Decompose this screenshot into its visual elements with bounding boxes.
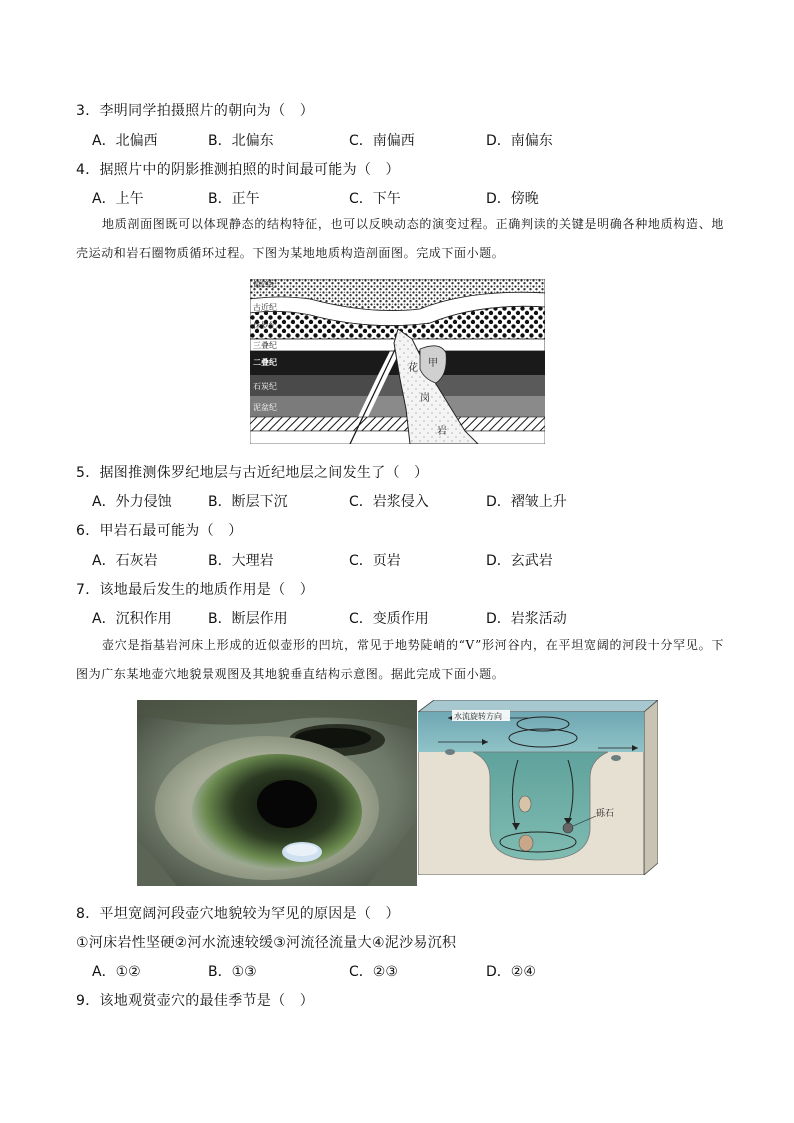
option-a: A．北偏西 xyxy=(92,133,158,149)
option-d: D．南偏东 xyxy=(486,133,553,149)
question-7-options xyxy=(92,608,692,628)
layer-label-jurassic: 侏罗纪 xyxy=(253,321,277,330)
gravel-label: 砾石 xyxy=(596,809,615,819)
granite-char-2: 岗 xyxy=(420,393,430,404)
question-4: 4．据照片中的阴影推测拍照的时间最可能为（ ） xyxy=(76,162,400,178)
question-9: 9．该地观赏壶穴的最佳季节是（ ） xyxy=(76,993,315,1009)
granite-char-3: 岩 xyxy=(437,426,447,437)
option-d: D．褶皱上升 xyxy=(486,494,567,510)
option-b: B．断层作用 xyxy=(208,611,288,627)
question-8-statements: ①河床岩性坚硬②河水流速较缓③河流径流量大④泥沙易沉积 xyxy=(76,935,457,951)
option-d: D．傍晚 xyxy=(486,191,539,207)
option-a: A．上午 xyxy=(92,191,144,207)
flow-direction-label: 水流旋转方向 xyxy=(454,712,502,721)
option-b: B．断层下沉 xyxy=(208,494,288,510)
option-c: C．变质作用 xyxy=(349,611,429,627)
question-3-options xyxy=(92,130,692,150)
option-b: B．正午 xyxy=(208,191,260,207)
granite-char-1: 花 xyxy=(408,363,418,374)
option-b: B．大理岩 xyxy=(208,553,274,569)
layer-label-triassic: 三叠纪 xyxy=(253,341,277,350)
question-3: 3．李明同学拍摄照片的朝向为（ ） xyxy=(76,103,315,119)
intro-paragraph-pothole: 壶穴是指基岩河床上形成的近似壶形的凹坑，常见于地势陡峭的“V”形河谷内，在平坦宽阔的河段十分罕见。下图为广东某地壶穴地貌景观图及其地貌垂直结构示意图。据此完成下面小题。 xyxy=(76,638,724,681)
geology-cross-section xyxy=(250,279,545,444)
option-d: D．②④ xyxy=(486,964,536,980)
option-a: A．沉积作用 xyxy=(92,611,172,627)
option-b: B．①③ xyxy=(208,964,257,980)
option-a: A．石灰岩 xyxy=(92,553,158,569)
question-8: 8．平坦宽阔河段壶穴地貌较为罕见的原因是（ ） xyxy=(76,906,400,922)
question-8-options xyxy=(92,961,692,981)
question-5-options xyxy=(92,491,692,511)
question-5: 5．据图推测侏罗纪地层与古近纪地层之间发生了（ ） xyxy=(76,465,429,481)
intro-paragraph-geology: 地质剖面图既可以体现静态的结构特征，也可以反映动态的演变过程。正确判读的关键是明确各种地质构造、地壳运动和岩石圈物质循环过程。下图为某地地质构造剖面图。完成下面小题。 xyxy=(76,217,724,260)
question-7: 7．该地最后发生的地质作用是（ ） xyxy=(76,582,315,598)
rock-label-jia: 甲 xyxy=(428,358,438,369)
layer-label-devonian: 泥盆纪 xyxy=(253,403,277,412)
layer-label-permian: 二叠纪 xyxy=(253,358,277,367)
option-c: C．下午 xyxy=(349,191,401,207)
option-c: C．页岩 xyxy=(349,553,401,569)
question-6-options xyxy=(92,550,692,570)
layer-label-carboniferous: 石炭纪 xyxy=(253,382,277,391)
question-6: 6．甲岩石最可能为（ ） xyxy=(76,523,243,539)
option-c: C．②③ xyxy=(349,964,398,980)
option-d: D．玄武岩 xyxy=(486,553,553,569)
question-4-options xyxy=(92,188,692,208)
option-c: C．岩浆侵入 xyxy=(349,494,429,510)
option-a: A．外力侵蚀 xyxy=(92,494,172,510)
option-b: B．北偏东 xyxy=(208,133,274,149)
pothole-structure-diagram xyxy=(418,700,658,875)
option-d: D．岩浆活动 xyxy=(486,611,567,627)
option-a: A．①② xyxy=(92,964,141,980)
pothole-photo xyxy=(137,700,417,886)
layer-label-paleogene: 古近纪 xyxy=(253,303,277,312)
option-c: C．南偏西 xyxy=(349,133,415,149)
layer-label-quaternary: 第四纪 xyxy=(253,280,277,289)
